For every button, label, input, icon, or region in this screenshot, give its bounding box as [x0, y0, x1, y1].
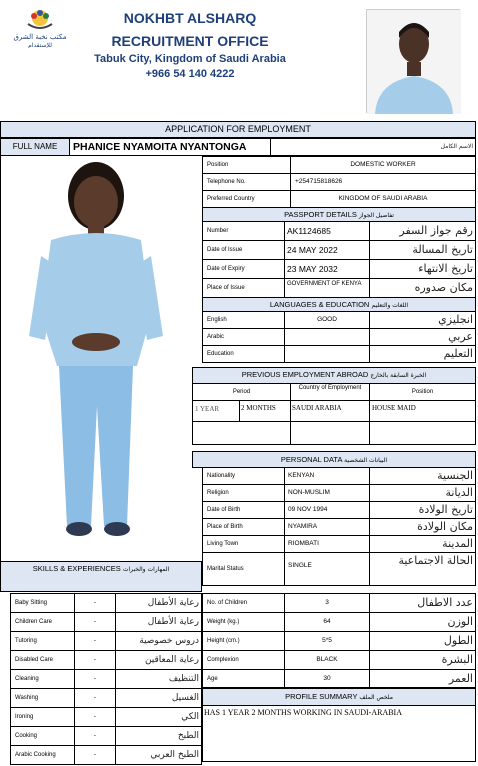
skills-header-ar: المهارات والخبرات: [122, 566, 170, 573]
personal-label: Height (cm.): [202, 631, 285, 651]
skill-value: -: [74, 707, 116, 727]
skill-label: Disabled Care: [10, 650, 75, 670]
passport-label: Number: [202, 221, 285, 241]
skill-value: -: [74, 631, 116, 651]
personal-label-ar: الديانة: [369, 484, 476, 502]
office-phone: +966 54 140 4222: [145, 68, 235, 80]
office-logo: [6, 8, 74, 48]
skill-label-ar: رعاية الأطفال: [115, 612, 202, 632]
personal-label: Complexion: [202, 650, 285, 670]
skill-label: Children Care: [10, 612, 75, 632]
language-label-ar: عربي: [369, 328, 476, 346]
skill-label: Cleaning: [10, 669, 75, 689]
office-name-line2: RECRUITMENT OFFICE: [111, 33, 269, 49]
passport-label: Place of Issue: [202, 278, 285, 298]
full-name-value: PHANICE NYAMOITA NYANTONGA: [69, 138, 271, 156]
personal-label-ar: العمر: [369, 669, 476, 689]
skill-label-ar: الطبخ العربي: [115, 745, 202, 765]
passport-value: GOVERNMENT OF KENYA: [284, 278, 370, 298]
form-title: APPLICATION FOR EMPLOYMENT: [0, 121, 476, 138]
language-label: Education: [202, 345, 285, 363]
language-label: Arabic: [202, 328, 285, 346]
skills-header-text: SKILLS & EXPERIENCES: [32, 564, 121, 573]
personal-label: Date of Birth: [202, 501, 285, 519]
language-value: [284, 328, 370, 346]
skill-label-ar: رعاية المعاقين: [115, 650, 202, 670]
skill-value: -: [74, 688, 116, 708]
country-value: KINGDOM OF SAUDI ARABIA: [290, 190, 476, 208]
language-label-ar: التعليم: [369, 345, 476, 363]
passport-value: 23 MAY 2032: [284, 259, 370, 279]
skill-value: -: [74, 612, 116, 632]
passport-label-ar: رقم جواز السفر: [369, 221, 476, 241]
summary-header-ar: ملخص الملف: [359, 694, 393, 701]
skill-value: -: [74, 669, 116, 689]
personal-label: No. of Children: [202, 593, 285, 613]
passport-header-ar: تفاصيل الجواز: [358, 212, 394, 219]
exp-period-b: 2 MONTHS: [239, 400, 291, 422]
summary-header: [202, 687, 476, 706]
skill-label-ar: الغسيل: [115, 688, 202, 708]
skill-value: -: [74, 726, 116, 746]
personal-label-ar: المدينة: [369, 535, 476, 553]
exp-country: SAUDI ARABIA: [290, 400, 370, 422]
passport-value: AK1124685: [284, 221, 370, 241]
position-label: Position: [202, 156, 291, 174]
skill-label-ar: التنظيف: [115, 669, 202, 689]
personal-value: RIOMBATI: [284, 535, 370, 553]
exp-empty-row-3: [369, 421, 476, 445]
skill-value: -: [74, 745, 116, 765]
country-label: Preferred Country: [202, 190, 291, 208]
passport-label-ar: مكان صدوره: [369, 278, 476, 298]
experience-header-ar: الخبرة السابقة بالخارج: [370, 372, 427, 379]
personal-label-ar: الجنسية: [369, 467, 476, 485]
personal-value: 30: [284, 669, 370, 689]
skill-label-ar: الكي: [115, 707, 202, 727]
personal-label-ar: الوزن: [369, 612, 476, 632]
language-value: [284, 345, 370, 363]
personal-value: 5*5: [284, 631, 370, 651]
personal-value: NON-MUSLIM: [284, 484, 370, 502]
passport-label-ar: تاريخ المسالة: [369, 240, 476, 260]
personal-label-ar: عدد الاطفال: [369, 593, 476, 613]
skill-label: Tutoring: [10, 631, 75, 651]
passport-header-text: PASSPORT DETAILS: [284, 210, 357, 219]
full-name-ar: الاسم الكامل: [270, 138, 476, 156]
personal-label-ar: الطول: [369, 631, 476, 651]
position-value: DOMESTIC WORKER: [290, 156, 476, 174]
skill-value: -: [74, 650, 116, 670]
skill-label-ar: رعاية الأطفال: [115, 593, 202, 613]
skill-label-ar: دروس خصوصية: [115, 631, 202, 651]
language-label: English: [202, 311, 285, 329]
personal-label: Weight (kg.): [202, 612, 285, 632]
languages-header: [202, 297, 476, 312]
personal-label-ar: مكان الولادة: [369, 518, 476, 536]
passport-header: [202, 207, 476, 222]
experience-header: [192, 367, 476, 384]
languages-header-ar: اللغات والتعليم: [371, 302, 409, 309]
phone-value: +254715818626: [290, 173, 476, 191]
office-name-line1: NOKHBT ALSHARQ: [123, 10, 257, 26]
language-value: GOOD: [284, 311, 370, 329]
phone-label: Telephone No.: [202, 173, 291, 191]
svg-text:مكتب نخبة الشرق: مكتب نخبة الشرق: [13, 33, 67, 41]
skills-header: [0, 561, 202, 592]
skill-label-ar: الطبخ: [115, 726, 202, 746]
col-country: Country of Employment: [290, 383, 370, 401]
skill-value: -: [74, 593, 116, 613]
personal-value: BLACK: [284, 650, 370, 670]
personal-value: SINGLE: [284, 552, 370, 586]
exp-position: HOUSE MAID: [369, 400, 476, 422]
personal-value: 09 NOV 1994: [284, 501, 370, 519]
personal-header-ar: البيانات الشخصية: [344, 457, 388, 464]
personal-label: Nationality: [202, 467, 285, 485]
exp-empty-row-2: [290, 421, 370, 445]
languages-header-text: LANGUAGES & EDUCATION: [269, 300, 370, 309]
skill-label: Ironing: [10, 707, 75, 727]
passport-label: Date of Issue: [202, 240, 285, 260]
passport-value: 24 MAY 2022: [284, 240, 370, 260]
summary-text: HAS 1 YEAR 2 MONTHS WORKING IN SAUDI-ARABIA: [202, 705, 476, 762]
svg-text:للإستقدام: للإستقدام: [28, 42, 52, 48]
skill-label: Cooking: [10, 726, 75, 746]
passport-label-ar: تاريخ الانتهاء: [369, 259, 476, 279]
personal-label-ar: الحالة الاجتماعية: [369, 552, 476, 586]
experience-header-text: PREVIOUS EMPLOYMENT ABROAD: [241, 370, 369, 379]
personal-label: Religion: [202, 484, 285, 502]
personal-value: 3: [284, 593, 370, 613]
summary-header-text: PROFILE SUMMARY: [285, 692, 358, 701]
personal-header-text: PERSONAL DATA: [280, 455, 343, 464]
personal-label: Age: [202, 669, 285, 689]
exp-period-a: 1 YEAR: [192, 400, 240, 422]
col-period: Period: [192, 383, 291, 401]
col-position: Position: [369, 383, 476, 401]
skill-label: Arabic Cooking: [10, 745, 75, 765]
personal-header: [192, 451, 476, 468]
personal-label: Living Town: [202, 535, 285, 553]
skill-label: Washing: [10, 688, 75, 708]
personal-label-ar: تاريخ الولادة: [369, 501, 476, 519]
office-location: Tabuk City, Kingdom of Saudi Arabia: [94, 53, 286, 65]
headshot-photo: [366, 9, 460, 113]
exp-empty-row: [192, 421, 291, 445]
passport-label: Date of Expiry: [202, 259, 285, 279]
personal-value: NYAMIRA: [284, 518, 370, 536]
full-name-label: FULL NAME: [0, 138, 70, 156]
language-label-ar: انجليزي: [369, 311, 476, 329]
skill-label: Baby Sitting: [10, 593, 75, 613]
personal-value: KENYAN: [284, 467, 370, 485]
personal-value: 64: [284, 612, 370, 632]
personal-label: Marital Status: [202, 552, 285, 586]
full-body-photo: [0, 156, 192, 561]
personal-label: Place of Birth: [202, 518, 285, 536]
personal-label-ar: البشرة: [369, 650, 476, 670]
